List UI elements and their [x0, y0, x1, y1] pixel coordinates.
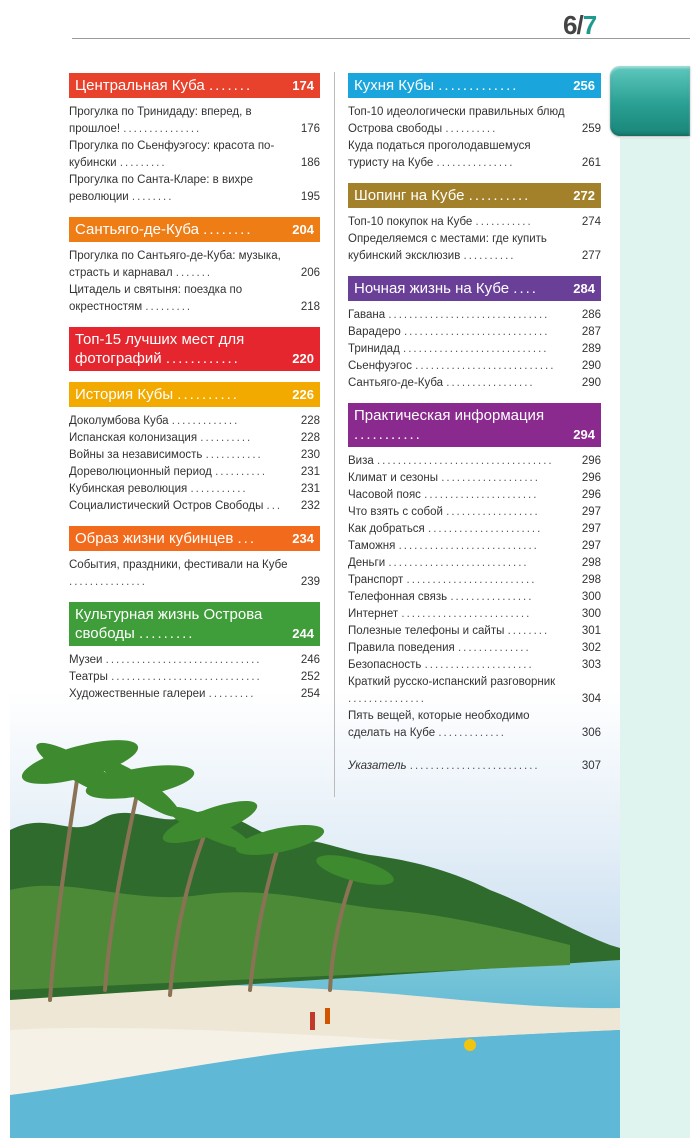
section-title: Шопинг на Кубе	[354, 187, 465, 204]
section-page: 272	[573, 188, 595, 203]
entry-text: Климат и сезоны	[348, 472, 439, 484]
toc-entry[interactable]: Куда податься проголодавшемуся туристу на Кубе ............... 261	[348, 138, 601, 172]
section-title: Культурная жизнь Острова свободы	[75, 606, 263, 642]
toc-entry[interactable]: Что взять с собой .................. 297	[348, 504, 601, 521]
entry-page: 287	[581, 326, 601, 338]
toc-entry[interactable]: События, праздники, фестивали на Кубе ............... 239	[69, 557, 320, 591]
chapter-tab[interactable]	[610, 66, 690, 136]
entry-page: 218	[300, 301, 320, 313]
entry-page: 297	[581, 523, 601, 535]
entry-text: Музеи	[69, 654, 103, 666]
entry-page: 186	[300, 157, 320, 169]
section-shopping[interactable]: Шопинг на Кубе .......... 272	[348, 183, 601, 208]
toc-entry[interactable]: Деньги ........................... 298	[348, 555, 601, 572]
entry-text: Прогулка по Санта-Кларе: в вихре революции	[69, 174, 254, 203]
toc-entry[interactable]: Пять вещей, которые необходимо сделать на Кубе ............. 306	[348, 708, 601, 742]
toc-entry[interactable]: Часовой пояс ...................... 296	[348, 487, 601, 504]
entry-text: Как добраться	[348, 523, 425, 535]
entry-page: 228	[300, 415, 320, 427]
entry-text: Испанская колонизация	[69, 432, 198, 444]
toc-entry[interactable]: Прогулка по Сантьяго-де-Куба: музыка, страсть и карнавал ....... 206	[69, 248, 320, 282]
entry-page: 297	[581, 506, 601, 518]
section-title: Ночная жизнь на Кубе	[354, 280, 510, 297]
toc-entry[interactable]: Кубинская революция ........... 231	[69, 481, 320, 498]
entry-text: Интернет	[348, 608, 399, 620]
toc-entry[interactable]: Театры ............................. 252	[69, 669, 320, 686]
section-nightlife[interactable]: Ночная жизнь на Кубе .... 284	[348, 276, 601, 301]
toc-entry[interactable]: Топ-10 покупок на Кубе ........... 274	[348, 214, 601, 231]
entry-text: Цитадель и святыня: поездка по окрестностям	[69, 284, 243, 313]
entry-text: Сьенфуэгос	[348, 360, 412, 372]
entry-page: 298	[581, 557, 601, 569]
section-page: 284	[573, 281, 595, 296]
section-top-photo-spots[interactable]: Топ-15 лучших мест для фотографий ............ 220	[69, 327, 320, 371]
entry-text: Деньги	[348, 557, 386, 569]
section-cuisine[interactable]: Кухня Кубы ............. 256	[348, 73, 601, 98]
entry-text: Куда податься проголодавшемуся туристу на Кубе	[348, 140, 531, 169]
section-page: 244	[292, 626, 314, 641]
entry-page: 252	[300, 671, 320, 683]
entry-page: 298	[581, 574, 601, 586]
entry-page: 303	[581, 659, 601, 671]
toc-entry[interactable]: Топ-10 идеологически правильных блюд Острова свободы .......... 259	[348, 104, 601, 138]
section-page: 294	[573, 427, 595, 442]
entry-text: Тринидад	[348, 343, 400, 355]
index-entry[interactable]: Указатель ......................... 307	[348, 758, 601, 775]
entry-page: 231	[300, 483, 320, 495]
entry-text: Гавана	[348, 309, 386, 321]
section-page: 234	[292, 531, 314, 546]
section-title: Сантьяго-де-Куба	[75, 221, 199, 238]
entry-page: 297	[581, 540, 601, 552]
section-culture[interactable]: Культурная жизнь Острова свободы ......... 244	[69, 602, 320, 646]
entry-text: Пять вещей, которые необходимо сделать на Кубе	[348, 710, 530, 739]
toc-entry[interactable]: Виза .................................. 296	[348, 453, 601, 470]
page-number-other: 7	[582, 10, 597, 40]
entry-text: Определяемся с местами: где купить кубинский эксклюзив	[348, 233, 547, 262]
toc-entry[interactable]: Варадеро ............................ 287	[348, 324, 601, 341]
entry-text: Прогулка по Сьенфуэгосу: красота по-кубински	[69, 140, 275, 169]
section-title: Практическая информация	[354, 407, 545, 424]
entry-page: 296	[581, 455, 601, 467]
entry-page: 239	[300, 576, 320, 588]
entry-page: 290	[581, 377, 601, 389]
entry-text: Социалистический Остров Свободы	[69, 500, 264, 512]
section-santiago[interactable]: Сантьяго-де-Куба ........ 204	[69, 217, 320, 242]
section-page: 226	[292, 387, 314, 402]
toc-entry[interactable]: Сантьяго-де-Куба ................. 290	[348, 375, 601, 392]
right-column	[348, 73, 601, 786]
entry-text: Дореволюционный период	[69, 466, 212, 478]
toc-entry[interactable]: Полезные телефоны и сайты ........ 301	[348, 623, 601, 640]
section-practical-info[interactable]: Практическая информация ........... 294	[348, 403, 601, 447]
toc-entry[interactable]: Краткий русско-испанский разговорник ............... 304	[348, 674, 601, 708]
section-title: Центральная Куба	[75, 77, 205, 94]
entry-text: Телефонная связь	[348, 591, 448, 603]
toc-entry[interactable]: Гавана ............................... 286	[348, 307, 601, 324]
toc-entry[interactable]: Войны за независимость ........... 230	[69, 447, 320, 464]
entry-page: 176	[300, 123, 320, 135]
toc-entry[interactable]: Климат и сезоны ................... 296	[348, 470, 601, 487]
toc-entry[interactable]: Прогулка по Тринидаду: вперед, в прошлое! ............... 176	[69, 104, 320, 138]
entry-page: 206	[300, 267, 320, 279]
page-number: 6/7	[563, 10, 597, 40]
toc-entry[interactable]: Транспорт ......................... 298	[348, 572, 601, 589]
entry-page: 289	[581, 343, 601, 355]
side-strip	[620, 138, 690, 1138]
entry-text: Таможня	[348, 540, 396, 552]
page-number-current: 6	[563, 10, 577, 40]
entry-text: Художественные галереи	[69, 688, 206, 700]
entry-page: 300	[581, 608, 601, 620]
toc-entry[interactable]: Социалистический Остров Свободы ... 232	[69, 498, 320, 515]
entry-page: 301	[581, 625, 601, 637]
entry-text: Сантьяго-де-Куба	[348, 377, 444, 389]
entry-page: 254	[300, 688, 320, 700]
entry-page: 296	[581, 472, 601, 484]
entry-text: Безопасность	[348, 659, 422, 671]
toc-entry[interactable]: Доколумбова Куба ............. 228	[69, 413, 320, 430]
entry-page: 307	[581, 760, 601, 772]
toc-entry[interactable]: Испанская колонизация .......... 228	[69, 430, 320, 447]
entry-page: 300	[581, 591, 601, 603]
section-title: Кухня Кубы	[354, 77, 435, 94]
entry-text: Прогулка по Сантьяго-де-Куба: музыка, страсть и карнавал	[69, 250, 281, 279]
entry-text: Правила поведения	[348, 642, 455, 654]
entry-text: Часовой пояс	[348, 489, 421, 501]
entry-page: 232	[300, 500, 320, 512]
toc-entry[interactable]: Телефонная связь ................ 300	[348, 589, 601, 606]
entry-text: Войны за независимость	[69, 449, 203, 461]
entry-text: Что взять с собой	[348, 506, 443, 518]
toc-entry[interactable]: Цитадель и святыня: поездка по окрестностям ......... 218	[69, 282, 320, 316]
entry-text: Театры	[69, 671, 108, 683]
entry-text: Кубинская революция	[69, 483, 188, 495]
left-column	[69, 73, 320, 714]
toc-entry[interactable]: Прогулка по Санта-Кларе: в вихре революции ........ 195	[69, 172, 320, 206]
toc-entry[interactable]: Музеи .............................. 246	[69, 652, 320, 669]
entry-page: 286	[581, 309, 601, 321]
section-page: 174	[292, 78, 314, 93]
entry-page: 296	[581, 489, 601, 501]
toc-entry[interactable]: Таможня ........................... 297	[348, 538, 601, 555]
section-page: 220	[292, 351, 314, 366]
entry-text: Указатель	[348, 760, 407, 772]
entry-text: Варадеро	[348, 326, 401, 338]
toc-entry[interactable]: Художественные галереи ......... 254	[69, 686, 320, 703]
toc-entry[interactable]: Дореволюционный период .......... 231	[69, 464, 320, 481]
toc-entry[interactable]: Интернет ......................... 300	[348, 606, 601, 623]
entry-page: 302	[581, 642, 601, 654]
toc-entry[interactable]: Определяемся с местами: где купить кубинский эксклюзив .......... 277	[348, 231, 601, 265]
entry-page: 261	[581, 157, 601, 169]
entry-page: 230	[300, 449, 320, 461]
section-lifestyle[interactable]: Образ жизни кубинцев ... 234	[69, 526, 320, 551]
section-title: История Кубы	[75, 386, 174, 403]
toc-entry[interactable]: Сьенфуэгос ........................... 290	[348, 358, 601, 375]
entry-text: События, праздники, фестивали на Кубе	[69, 559, 288, 571]
entry-text: Топ-10 идеологически правильных блюд Острова свободы	[348, 106, 565, 135]
entry-page: 304	[581, 693, 601, 705]
entry-text: Полезные телефоны и сайты	[348, 625, 505, 637]
toc-entry[interactable]: Безопасность ..................... 303	[348, 657, 601, 674]
entry-text: Краткий русско-испанский разговорник	[348, 676, 556, 688]
section-central-cuba[interactable]: Центральная Куба ....... 174	[69, 73, 320, 98]
entry-page: 228	[300, 432, 320, 444]
column-divider	[334, 72, 335, 797]
entry-page: 246	[300, 654, 320, 666]
entry-page: 277	[581, 250, 601, 262]
toc-entry[interactable]: Как добраться ...................... 297	[348, 521, 601, 538]
entry-page: 259	[581, 123, 601, 135]
top-rule	[72, 38, 690, 39]
entry-page: 274	[581, 216, 601, 228]
entry-page: 231	[300, 466, 320, 478]
section-title: Образ жизни кубинцев	[75, 530, 234, 547]
entry-text: Топ-10 покупок на Кубе	[348, 216, 473, 228]
entry-page: 306	[581, 727, 601, 739]
entry-page: 195	[300, 191, 320, 203]
section-page: 204	[292, 222, 314, 237]
section-history[interactable]: История Кубы .......... 226	[69, 382, 320, 407]
entry-text: Транспорт	[348, 574, 404, 586]
entry-text: Прогулка по Тринидаду: вперед, в прошлое!	[69, 106, 252, 135]
entry-page: 290	[581, 360, 601, 372]
toc-entry[interactable]: Правила поведения .............. 302	[348, 640, 601, 657]
entry-text: Виза	[348, 455, 374, 467]
section-page: 256	[573, 78, 595, 93]
toc-entry[interactable]: Прогулка по Сьенфуэгосу: красота по-кубински ......... 186	[69, 138, 320, 172]
toc-entry[interactable]: Тринидад ............................ 289	[348, 341, 601, 358]
entry-text: Доколумбова Куба	[69, 415, 169, 427]
section-title: Топ-15 лучших мест для фотографий	[75, 331, 245, 367]
